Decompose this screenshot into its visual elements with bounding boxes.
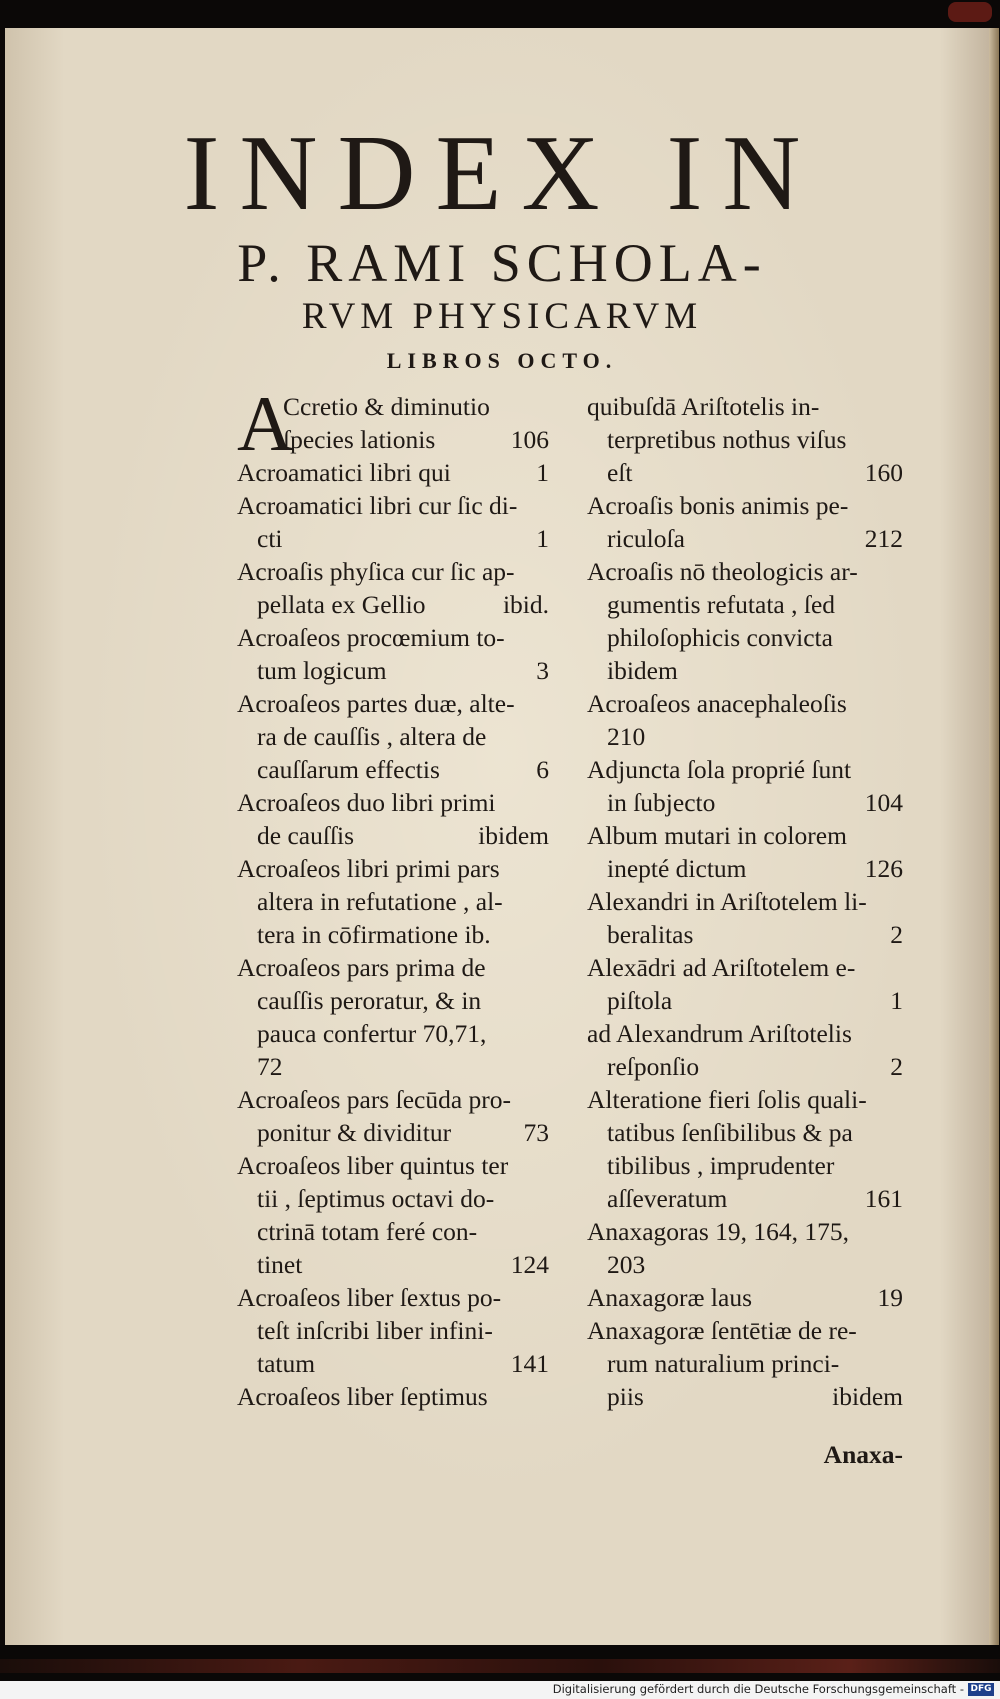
index-entry-text: 210: [607, 722, 646, 751]
index-entry-page: 19: [877, 1283, 903, 1312]
index-entry-text: Acroaſeos liber ſextus po-: [237, 1283, 502, 1312]
index-entry-text: Acroaſis bonis animis pe-: [587, 491, 849, 520]
index-entry-page: 124: [510, 1250, 549, 1279]
index-entry-line: [587, 621, 903, 654]
index-entry-line: [587, 1215, 903, 1248]
index-entry-line: [237, 918, 549, 951]
index-entry-text: ibidem: [607, 656, 678, 685]
index-entry: [237, 621, 549, 687]
index-entry-line: [587, 489, 903, 522]
index-entry-line: [237, 852, 549, 885]
index-entry: [237, 951, 549, 1083]
index-entry-text: terpretibus nothus viſus: [607, 425, 847, 454]
index-entry: [587, 1314, 903, 1413]
index-entry-text: 203: [607, 1250, 646, 1279]
index-entry-line: [237, 390, 549, 423]
index-entry-text: Acroaſis nō theologicis ar-: [587, 557, 858, 586]
index-entry-text: Acroamatici libri qui: [237, 458, 451, 487]
index-entry-line: [587, 1182, 903, 1215]
index-entry-text: Acroaſeos procœmium to-: [237, 623, 505, 652]
index-entry-page: 160: [864, 458, 903, 487]
index-column-left: [237, 380, 549, 1413]
index-entry: [237, 380, 549, 467]
catchword: Anaxa-: [823, 1440, 903, 1469]
index-entry-text: pauca confertur 70,71,: [257, 1019, 487, 1048]
index-entry-line: [587, 687, 903, 720]
index-entry-text: beralitas: [607, 920, 694, 949]
index-entry: [587, 885, 903, 951]
index-entry-page: ibidem: [478, 821, 549, 850]
index-entry-line: [587, 1017, 903, 1050]
index-entry-text: aſſeveratum: [607, 1184, 728, 1213]
index-entry-text: Album mutari in colorem: [587, 821, 847, 850]
index-entry-text: Acroaſis phyſica cur ſic ap-: [237, 557, 515, 586]
index-entry-line: [587, 1116, 903, 1149]
index-entry-line: [237, 654, 549, 687]
index-entry: [587, 1017, 903, 1083]
index-entry-page: 73: [523, 1118, 549, 1147]
index-entry: [237, 555, 549, 621]
index-entry-text: riculoſa: [607, 524, 685, 553]
index-entry-line: [587, 1281, 903, 1314]
index-entry-line: [237, 753, 549, 786]
index-entry-line: [237, 1083, 549, 1116]
index-entry-text: tinet: [257, 1250, 303, 1279]
index-entry: [587, 489, 903, 555]
index-entry: [587, 687, 903, 753]
index-entry-line: [237, 621, 549, 654]
index-entry-line: [587, 1347, 903, 1380]
index-entry-text: teſt inſcribi liber infini-: [257, 1316, 493, 1345]
index-entry-line: [237, 885, 549, 918]
index-entry-line: [587, 984, 903, 1017]
index-entry-text: piſtola: [607, 986, 673, 1015]
index-entry-text: reſponſio: [607, 1052, 700, 1081]
index-entry-line: [237, 1050, 549, 1083]
index-entry-page: 212: [864, 524, 903, 553]
book-page: [5, 28, 999, 1645]
index-entry-page: 6: [536, 755, 549, 784]
index-entry-line: [587, 1083, 903, 1116]
index-entry-text: Acroaſeos libri primi pars: [237, 854, 500, 883]
index-entry-line: [237, 984, 549, 1017]
index-entry: [587, 1281, 903, 1314]
index-entry-text: ad Alexandrum Ariſtotelis: [587, 1019, 852, 1048]
index-entry: [237, 786, 549, 852]
index-entry-text: Anaxagoræ laus: [587, 1283, 753, 1312]
index-entry-line: [237, 687, 549, 720]
index-entry-text: Anaxagoras 19, 164, 175,: [587, 1217, 850, 1246]
index-entry-line: [587, 588, 903, 621]
index-column-right: [587, 390, 903, 1413]
index-entry-line: [587, 423, 903, 456]
index-entry-text: piis: [607, 1382, 644, 1411]
index-entry-line: [237, 1182, 549, 1215]
footer-credit: Digitalisierung gefördert durch die Deutsche Forschungsgemeinschaft -: [552, 1682, 964, 1696]
index-entry-page: 126: [864, 854, 903, 883]
index-entry-page: 104: [864, 788, 903, 817]
index-entry-text: Acroaſeos partes duæ, alte-: [237, 689, 515, 718]
index-entry: [587, 1083, 903, 1215]
index-entry-text: Alexādri ad Ariſtotelem e-: [587, 953, 856, 982]
index-entry: [237, 489, 549, 555]
index-entry-line: [587, 555, 903, 588]
title-line-4: LIBROS OCTO.: [386, 348, 618, 373]
index-entry-page: 1: [536, 524, 549, 553]
index-entry-page: 2: [890, 920, 903, 949]
index-entry-line: [237, 1380, 549, 1413]
index-entry: [237, 1380, 549, 1413]
index-entry-line: [237, 720, 549, 753]
index-entry-line: [237, 1116, 549, 1149]
index-entry-page: 161: [864, 1184, 903, 1213]
index-entry: [587, 753, 903, 819]
index-entry-line: [237, 456, 549, 489]
index-entry-text: de cauſſis: [257, 821, 355, 850]
index-entry-text: rum naturalium princi-: [607, 1349, 840, 1378]
index-entry-text: quibuſdā Ariſtotelis in-: [587, 392, 820, 421]
index-entry-line: [587, 1050, 903, 1083]
index-entry-text: cauſſis peroratur, & in: [257, 986, 482, 1015]
index-entry-line: [587, 456, 903, 489]
index-entry-line: [587, 819, 903, 852]
index-entry-line: [587, 390, 903, 423]
index-entry-line: [237, 1215, 549, 1248]
index-entry-text: Acroaſeos liber ſeptimus: [237, 1382, 488, 1411]
index-entry-line: [587, 522, 903, 555]
index-entry-text: Acroaſeos anacephaleoſis: [587, 689, 847, 718]
index-entry-text: Acroamatici libri cur ſic di-: [237, 491, 518, 520]
index-entry-line: [587, 1380, 903, 1413]
digitization-footer: [0, 1681, 1000, 1699]
index-entry-line: [237, 951, 549, 984]
index-entry-line: [237, 588, 549, 621]
index-entry-page: 1: [890, 986, 903, 1015]
index-entry-text: ſpecies lationis: [283, 425, 436, 454]
index-entry: [587, 951, 903, 1017]
index-entry-page: 141: [510, 1349, 549, 1378]
index-entry-line: [587, 918, 903, 951]
index-entry-text: Adjuncta ſola proprié ſunt: [587, 755, 852, 784]
index-entry-line: [237, 423, 549, 456]
index-entry-text: tatibus ſenſibilibus & pa: [607, 1118, 853, 1147]
index-entry-text: ra de cauſſis , altera de: [257, 722, 487, 751]
index-entry-text: Acroaſeos pars ſecūda pro-: [237, 1085, 512, 1114]
index-entry: [587, 819, 903, 885]
index-entry-text: Anaxagoræ ſentētiæ de re-: [587, 1316, 857, 1345]
index-entry-line: [587, 951, 903, 984]
index-entry: [237, 1281, 549, 1380]
index-entry-text: tum logicum: [257, 656, 387, 685]
index-entry-text: tibilibus , imprudenter: [607, 1151, 835, 1180]
title-line-1: INDEX IN: [183, 114, 821, 233]
index-entry-text: 72: [257, 1052, 283, 1081]
index-entry-text: Acroaſeos liber quintus ter: [237, 1151, 509, 1180]
index-entry: [587, 390, 903, 489]
index-entry-text: philoſophicis convicta: [607, 623, 833, 652]
index-entry: [587, 1215, 903, 1281]
dfg-logo: DFG: [968, 1683, 994, 1696]
drop-cap: A: [237, 380, 294, 467]
scan-top-border: [0, 0, 1000, 30]
index-entry-text: ponitur & dividitur: [257, 1118, 452, 1147]
index-entry-text: Acroaſeos duo libri primi: [237, 788, 496, 817]
index-entry-line: [587, 753, 903, 786]
index-entry-text: tii , ſeptimus octavi do-: [257, 1184, 495, 1213]
index-entry-line: [237, 786, 549, 819]
index-entry: [237, 456, 549, 489]
index-entry-text: Acroaſeos pars prima de: [237, 953, 486, 982]
index-entry-line: [237, 1347, 549, 1380]
index-entry-page: ibid.: [502, 590, 549, 619]
index-entry-text: pellata ex Gellio: [257, 590, 426, 619]
index-entry: [237, 687, 549, 786]
index-entry-line: [237, 555, 549, 588]
index-entry-line: [587, 885, 903, 918]
index-entry-page: 106: [510, 425, 549, 454]
index-entry: [237, 1149, 549, 1281]
index-entry-text: gumentis refutata , ſed: [607, 590, 836, 619]
index-entry: [237, 852, 549, 951]
index-entry: [587, 555, 903, 687]
index-entry-line: [237, 1248, 549, 1281]
book-edge-band: [0, 1659, 1000, 1673]
index-entry-page: 1: [536, 458, 549, 487]
index-entry-text: eſt: [607, 458, 633, 487]
index-entry-text: cauſſarum effectis: [257, 755, 440, 784]
title-line-3: RVM PHYSICARVM: [301, 296, 703, 337]
index-entry-text: in ſubjecto: [607, 788, 716, 817]
title-line-2: P. RAMI SCHOLA-: [237, 233, 767, 293]
index-entry-text: Ccretio & diminutio: [283, 392, 490, 421]
index-entry-text: Alteratione fieri ſolis quali-: [587, 1085, 867, 1114]
index-entry-line: [587, 654, 903, 687]
index-entry-line: [237, 522, 549, 555]
index-entry-line: [587, 1149, 903, 1182]
scan-edge-mark: [948, 2, 992, 22]
index-entry-line: [237, 1017, 549, 1050]
index-entry-line: [237, 1149, 549, 1182]
index-entry-text: Alexandri in Ariſtotelem li-: [587, 887, 867, 916]
index-entry-text: cti: [257, 524, 283, 553]
index-entry-text: inepté dictum: [607, 854, 747, 883]
index-entry-text: tera in cōfirmatione ib.: [257, 920, 491, 949]
index-entry-line: [587, 720, 903, 753]
index-entry-line: [237, 1314, 549, 1347]
index-entry-line: [237, 1281, 549, 1314]
index-entry: [237, 1083, 549, 1149]
index-entry-line: [587, 852, 903, 885]
index-entry-text: altera in refutatione , al-: [257, 887, 503, 916]
index-entry-line: [237, 819, 549, 852]
scan-bottom-border: [0, 1645, 1000, 1699]
index-entry-page: 3: [536, 656, 549, 685]
index-entry-line: [237, 489, 549, 522]
index-entry-page: 2: [890, 1052, 903, 1081]
index-entry-text: ctrinā totam feré con-: [257, 1217, 478, 1246]
index-entry-text: tatum: [257, 1349, 316, 1378]
index-entry-line: [587, 1314, 903, 1347]
index-entry-line: [587, 786, 903, 819]
index-entry-page: ibidem: [832, 1382, 903, 1411]
index-entry-line: [587, 1248, 903, 1281]
